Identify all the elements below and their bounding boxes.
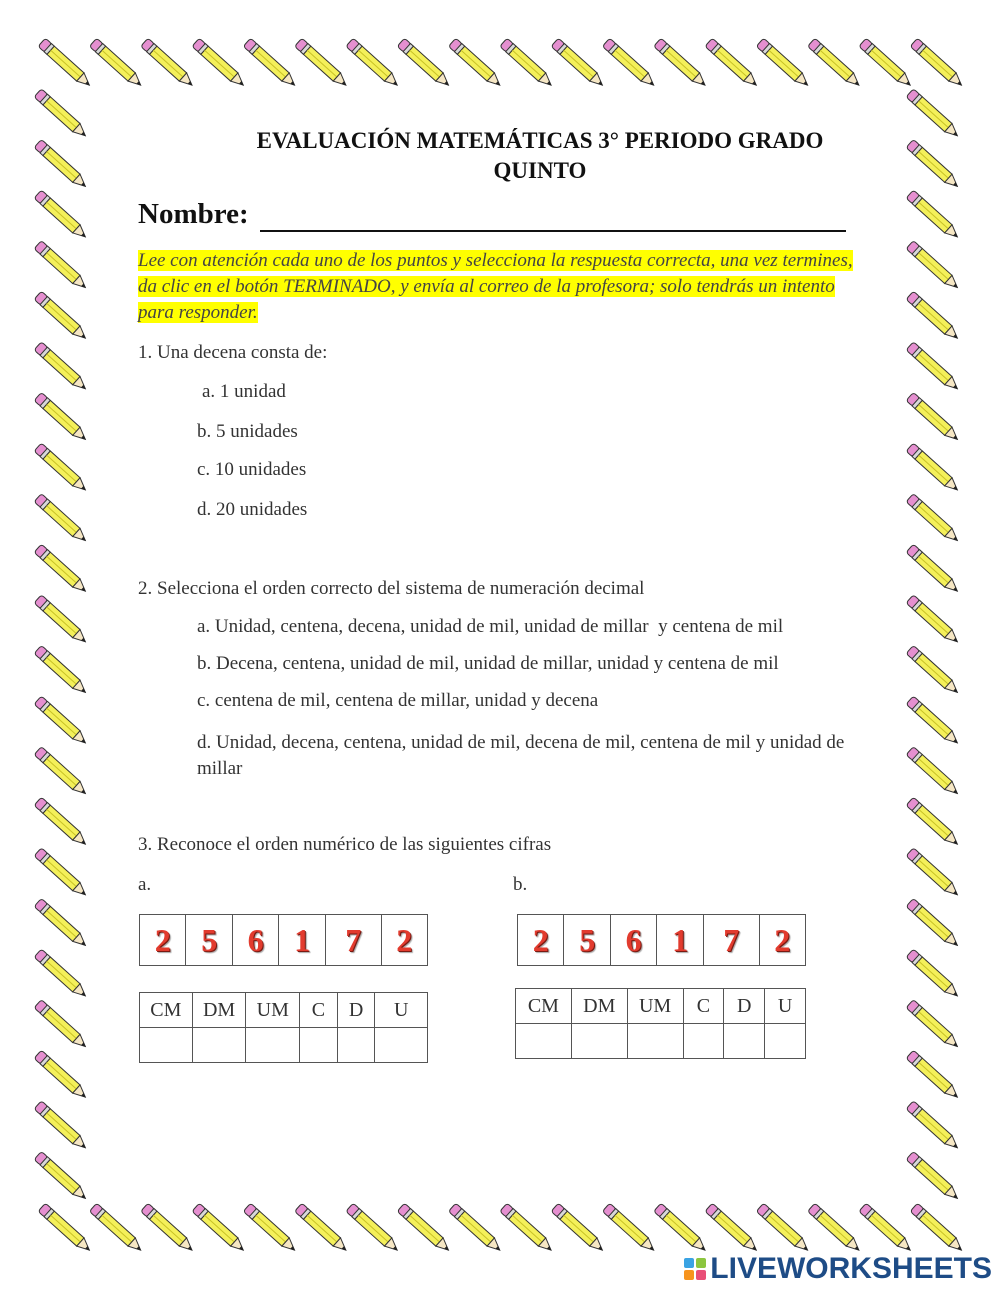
q1-option-a[interactable]: a. 1 unidad [202,381,286,402]
q3b-answer-cell-c[interactable] [683,1024,724,1059]
pencil-icon [906,342,962,394]
pencil-icon [808,1203,864,1255]
question-2-text: 2. Selecciona el orden correcto del sistema de numeración decimal [138,578,645,599]
pencil-icon [906,1000,962,1052]
pencil-icon [34,1000,90,1052]
pencil-icon [906,949,962,1001]
q3b-digit: 2 [759,915,806,966]
q3a-digit: 1 [279,915,325,966]
pencil-icon [654,1203,710,1255]
pencil-icon [89,38,145,90]
q3a-digit: 5 [186,915,232,966]
pencil-icon [910,1203,966,1255]
pencil-icon [34,696,90,748]
q3a-place-header: CM [140,993,193,1028]
pencil-icon [34,443,90,495]
pencil-icon [906,696,962,748]
pencil-icon [551,38,607,90]
pencil-icon [34,241,90,293]
instructions-text: Lee con atención cada uno de los puntos y selecciona la respuesta correcta, una vez termines, da clic en el botón TERMINADO, y envía al correo de la profesora; solo tendrás un intento para responder. [138,250,853,323]
pencil-icon [38,1203,94,1255]
pencil-icon [34,595,90,647]
pencil-icon [551,1203,607,1255]
pencil-icon [756,38,812,90]
liveworksheets-logo[interactable] [684,1252,992,1286]
q2-option-d[interactable]: d. Unidad, decena, centena, unidad de mil, decena de mil, centena de mil y unidad de millar [197,732,845,779]
q3b-digit: 5 [564,915,610,966]
pencil-icon [89,1203,145,1255]
pencil-icon [705,38,761,90]
q3a-digit: 7 [325,915,381,966]
q3a-digit: 6 [232,915,278,966]
pencil-icon [34,190,90,242]
q3a-place-header: C [300,993,338,1028]
pencil-icon [859,1203,915,1255]
pencil-icon [243,38,299,90]
liveworksheets-logo-text: LIVEWORKSHEETS [710,1252,992,1285]
pencil-icon [906,1050,962,1102]
pencil-icon [141,38,197,90]
q1-option-b[interactable]: b. 5 unidades [197,421,298,442]
pencil-icon [192,1203,248,1255]
pencil-icon [906,645,962,697]
pencil-icon [654,38,710,90]
name-label: Nombre: [138,198,249,230]
pencil-icon [906,291,962,343]
pencil-icon [141,1203,197,1255]
pencil-icon [243,1203,299,1255]
q1-option-c[interactable]: c. 10 unidades [197,459,307,480]
pencil-icon [295,38,351,90]
pencil-icon [602,38,658,90]
pencil-icon [34,392,90,444]
q2-option-a[interactable]: a. Unidad, centena, decena, unidad de mil, unidad de millar y centena de mil [197,616,784,637]
page-title-line1: EVALUACIÓN MATEMÁTICAS 3° PERIODO GRADO [256,128,824,153]
pencil-icon [397,38,453,90]
pencil-icon [34,1101,90,1153]
q3b-digit: 7 [703,915,759,966]
q3a-digit: 2 [140,915,186,966]
q3b-answer-cell-u[interactable] [765,1024,806,1059]
name-field[interactable] [260,230,846,232]
q3a-digit: 2 [381,915,428,966]
q2-option-b[interactable]: b. Decena, centena, unidad de mil, unidad de millar, unidad y centena de mil [197,653,779,674]
pencil-icon [500,38,556,90]
pencil-icon [705,1203,761,1255]
pencil-icon [34,1050,90,1102]
q3b-place-header: U [765,989,806,1024]
pencil-icon [859,38,915,90]
pencil-icon [192,38,248,90]
q3b-place-header: C [683,989,724,1024]
pencil-icon [38,38,94,90]
pencil-icon [34,494,90,546]
pencil-icon [906,1151,962,1203]
pencil-icon [34,747,90,799]
pencil-icon [34,1151,90,1203]
q3a-answer-cell-u[interactable] [375,1028,428,1063]
q3-part-b-label: b. [513,874,528,895]
q3b-answer-cell-cm[interactable] [516,1024,572,1059]
pencil-icon [295,1203,351,1255]
q3a-answer-cell-dm[interactable] [192,1028,246,1063]
q3b-answer-cell-d[interactable] [724,1024,765,1059]
q1-option-d[interactable]: d. 20 unidades [197,499,308,520]
q3a-answer-cell-c[interactable] [300,1028,338,1063]
q3a-place-header: D [337,993,375,1028]
question-1-text: 1. Una decena consta de: [138,342,328,363]
pencil-icon [602,1203,658,1255]
q3b-digit: 1 [657,915,703,966]
pencil-icon [906,848,962,900]
pencil-icon [34,949,90,1001]
pencil-icon [34,848,90,900]
q3a-place-value-table [139,992,428,1063]
pencil-icon [448,1203,504,1255]
pencil-icon [906,544,962,596]
q3b-digit: 2 [518,915,564,966]
q3a-digit-table [139,914,428,966]
pencil-icon [906,1101,962,1153]
pencil-icon [346,1203,402,1255]
q3a-place-header: UM [246,993,300,1028]
instructions [138,248,858,326]
pencil-icon [397,1203,453,1255]
pencil-icon [448,38,504,90]
pencil-icon [906,747,962,799]
q3b-answer-cell-um[interactable] [627,1024,683,1059]
q3a-place-header: DM [192,993,246,1028]
q3a-answer-cell-cm[interactable] [140,1028,193,1063]
q3a-place-header: U [375,993,428,1028]
pencil-icon [34,645,90,697]
pencil-icon [34,898,90,950]
pencil-icon [500,1203,556,1255]
q3a-answer-cell-um[interactable] [246,1028,300,1063]
pencil-icon [808,38,864,90]
pencil-icon [34,797,90,849]
pencil-icon [906,443,962,495]
q3-part-a-label: a. [138,874,152,895]
pencil-icon [906,494,962,546]
pencil-icon [34,139,90,191]
q3b-digit: 6 [610,915,656,966]
pencil-icon [34,291,90,343]
q3b-place-header: CM [516,989,572,1024]
pencil-icon [346,38,402,90]
pencil-icon [34,544,90,596]
pencil-icon [756,1203,812,1255]
pencil-icon [906,241,962,293]
q3b-place-value-table [515,988,806,1059]
pencil-icon [34,89,90,141]
pencil-icon [906,190,962,242]
q3b-digit-table [517,914,806,966]
pencil-icon [910,38,966,90]
pencil-icon [34,342,90,394]
pencil-icon [906,392,962,444]
q3b-place-header: DM [571,989,627,1024]
liveworksheets-logo-icon [684,1258,706,1280]
pencil-icon [906,595,962,647]
page-title-line2: QUINTO [493,158,587,183]
pencil-icon [906,898,962,950]
q3b-answer-cell-dm[interactable] [571,1024,627,1059]
question-3-text: 3. Reconoce el orden numérico de las siguientes cifras [138,834,552,855]
pencil-icon [906,797,962,849]
q2-option-c[interactable]: c. centena de mil, centena de millar, unidad y decena [197,690,599,711]
q3b-place-header: D [724,989,765,1024]
q3b-place-header: UM [627,989,683,1024]
q3a-answer-cell-d[interactable] [337,1028,375,1063]
